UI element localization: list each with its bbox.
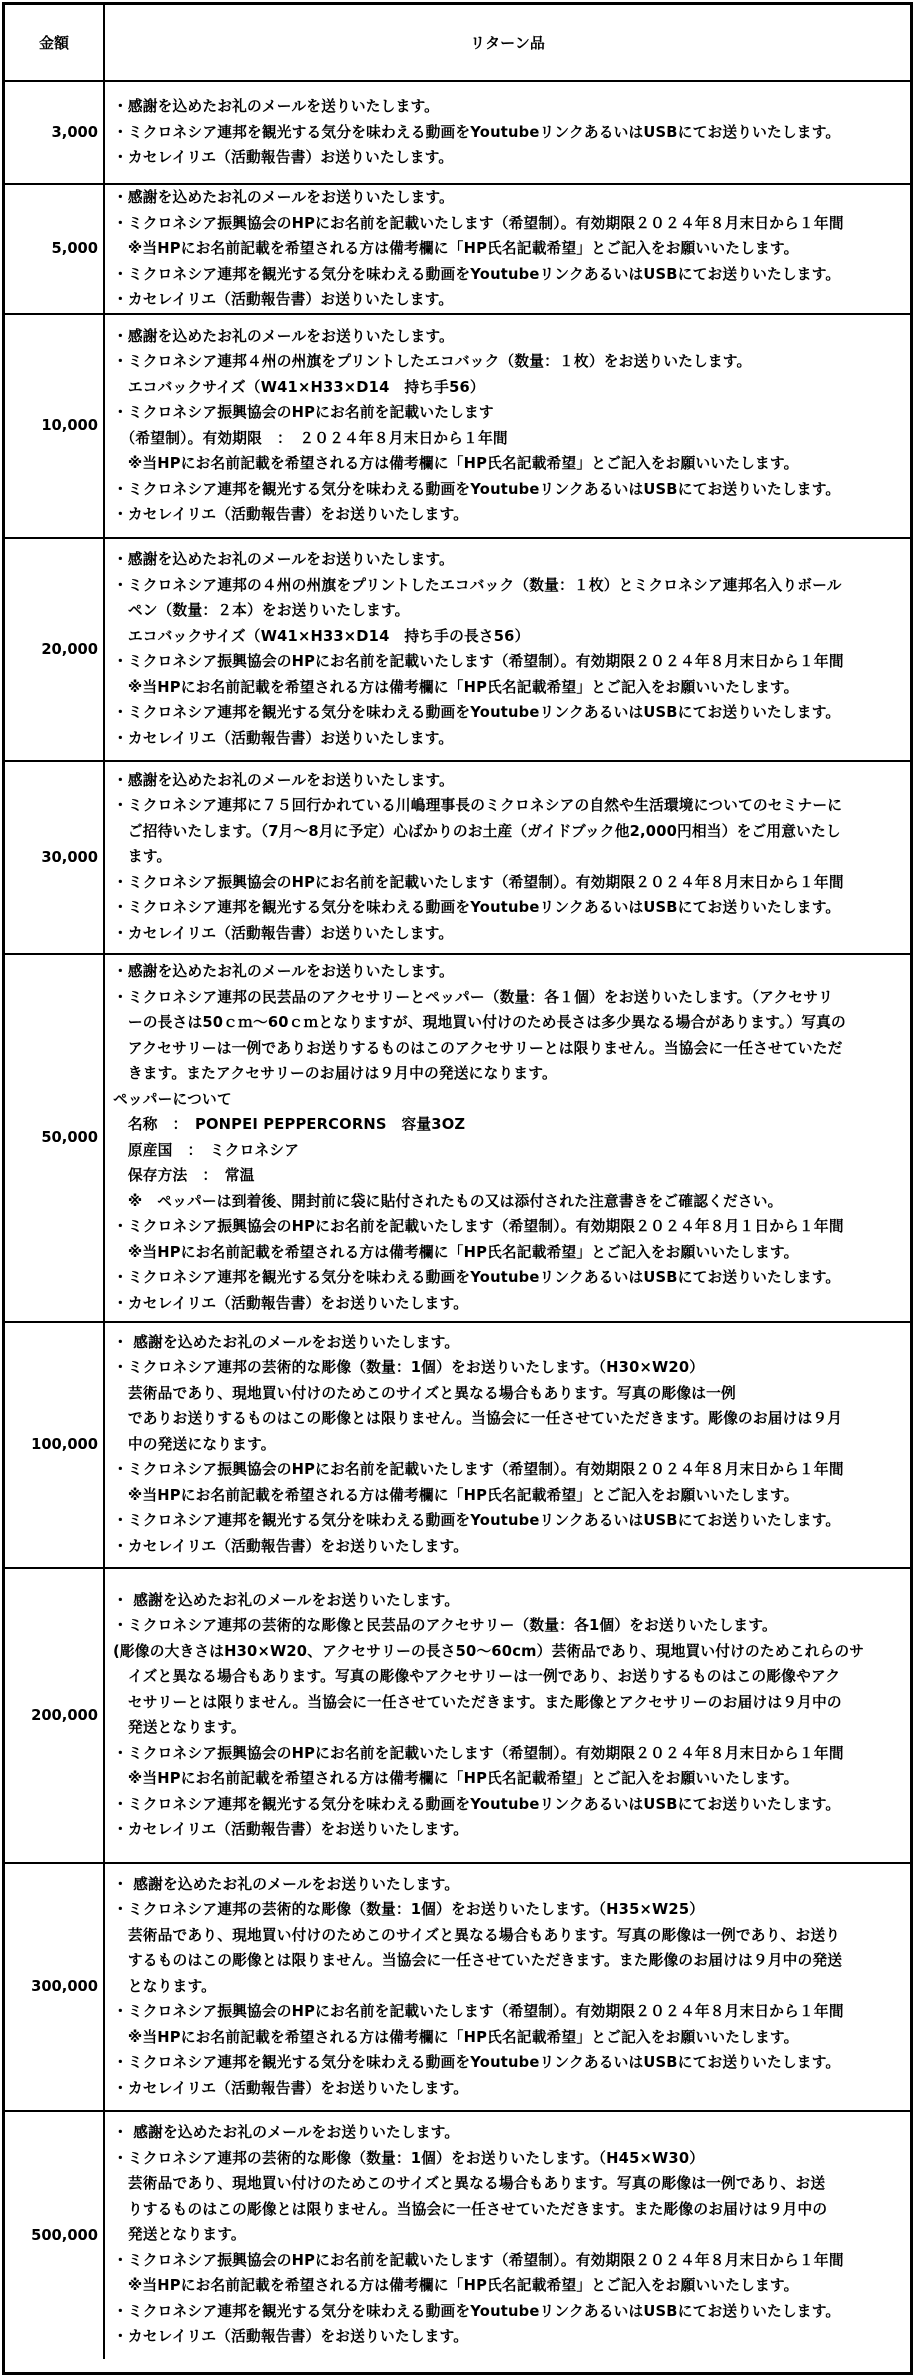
return-line: ・ミクロネシア振興協会のHPにお名前を記載いたします（希望制）。有効期限２０２４年８月末日から１年間 — [113, 1744, 844, 1762]
return-line: (彫像の大きさはH30×W20、アクセサリーの長さ50～60cm）芸術品であり、現地買い付けのためこれらのサ — [113, 1642, 865, 1660]
return-line: ・ミクロネシア連邦を観光する気分を味わえる動画をYoutubeリンクあるいはUSBにてお送りいたします。 — [113, 1795, 841, 1813]
returns-cell — [105, 955, 910, 1321]
return-line: ・カセレイリエ（活動報告書）お送りいたします。 — [113, 924, 454, 942]
amount-header: 金額 — [5, 5, 105, 80]
table-header — [5, 5, 910, 82]
return-line: ・ 感謝を込めたお礼のメールをお送りいたします。 — [113, 1333, 460, 1351]
return-line: ・ミクロネシア連邦を観光する気分を味わえる動画をYoutubeリンクあるいはUSBにてお送りいたします。 — [113, 2054, 841, 2072]
table-row — [5, 2110, 910, 2359]
return-line: ・ミクロネシア連邦の芸術的な彫像（数量：1個）をお送りいたします。（H30×W20） — [113, 1359, 705, 1377]
returns-cell — [105, 185, 910, 313]
return-line: ・ミクロネシア連邦の芸術的な彫像（数量：1個）をお送りいたします。（H35×W25） — [113, 1901, 705, 1919]
return-line: ・カセレイリエ（活動報告書）をお送りいたします。 — [113, 1537, 469, 1555]
returns-table — [2, 2, 913, 2375]
returns-cell — [105, 2112, 910, 2359]
amount-cell: 5,000 — [5, 185, 105, 313]
return-line: エコバックサイズ（W41×H33×D14 持ち手の長さ56） — [113, 627, 530, 645]
return-line: するものはこの彫像とは限りません。当協会に一任させていただきます。また彫像のお届けは９月中の発送 — [113, 1952, 843, 1970]
return-line: りするものはこの彫像とは限りません。当協会に一任させていただきます。また彫像のお届けは９月中の — [113, 2200, 828, 2218]
return-line: ・ミクロネシア連邦４州の州旗をプリントしたエコバック（数量：１枚）をお送りいたします。 — [113, 353, 752, 370]
table-row — [5, 1321, 910, 1567]
return-line: ・ミクロネシア振興協会のHPにお名前を記載いたします（希望制）。有効期限２０２４年８月末日から１年間 — [113, 214, 844, 232]
return-line: でありお送りするものはこの彫像とは限りません。当協会に一任させていただきます。彫像のお届けは９月 — [113, 1410, 843, 1428]
return-line: きます。またアクセサリーのお届けは９月中の発送になります。 — [113, 1065, 557, 1082]
return-line: ・ミクロネシア振興協会のHPにお名前を記載いたします（希望制）。有効期限２０２４年８月末日から１年間 — [113, 873, 844, 891]
return-line: ・ミクロネシア連邦を観光する気分を味わえる動画をYoutubeリンクあるいはUSBにてお送りいたします。 — [113, 704, 841, 721]
return-line: ・カセレイリエ（活動報告書）お送りいたします。 — [113, 729, 454, 747]
return-line: ・カセレイリエ（活動報告書）お送りいたします。 — [113, 149, 454, 167]
table-row — [5, 183, 910, 313]
return-line: ※ ペッパーは到着後、開封前に袋に貼付されたもの又は添付された注意書きをご確認ください。 — [113, 1192, 783, 1210]
return-line: ・ミクロネシア連邦の４州の州旗をプリントしたエコバック（数量：１枚）とミクロネシア連邦名入りボール — [113, 576, 842, 594]
return-line: ・感謝を込めたお礼のメールをお送りいたします。 — [113, 327, 454, 345]
return-line: ※当HPにお名前記載を希望される方は備考欄に「HP氏名記載希望」とご記入をお願いいたします。 — [113, 1486, 799, 1504]
return-line: ・ミクロネシア振興協会のHPにお名前を記載いたします（希望制）。有効期限２０２４年８月末日から１年間 — [113, 653, 844, 670]
return-line: 芸術品であり、現地買い付けのためこのサイズと異なる場合もあります。写真の彫像は一例であり、お送り — [113, 1926, 841, 1944]
return-line: 名称 ： PONPEI PEPPERCORNS 容量3OZ — [113, 1116, 466, 1133]
return-line: セサリーとは限りません。当協会に一任させていただきます。また彫像とアクセサリーのお届けは９月中の — [113, 1693, 842, 1711]
table-row — [5, 537, 910, 760]
return-line: 中の発送になります。 — [113, 1435, 276, 1453]
return-line: ・ミクロネシア連邦を観光する気分を味わえる動画をYoutubeリンクあるいはUSBにてお送りいたします。 — [113, 899, 841, 917]
return-line: ・カセレイリエ（活動報告書）お送りいたします。 — [113, 291, 454, 308]
amount-cell: 200,000 — [5, 1569, 105, 1862]
return-line: となります。 — [113, 1977, 217, 1995]
return-line: ・ 感謝を込めたお礼のメールをお送りいたします。 — [113, 2124, 460, 2142]
return-line: ・感謝を込めたお礼のメールをお送りいたします。 — [113, 771, 454, 789]
return-line: ・ミクロネシア振興協会のHPにお名前を記載いたします（希望制）。有効期限２０２４年８月末日から１年間 — [113, 2251, 844, 2269]
return-line: 発送となります。 — [113, 1719, 246, 1736]
return-line: ご招待いたします。（7月～8月に予定）心ばかりのお土産（ガイドブック他2,000円相当）をご用意いたし — [113, 822, 841, 840]
returns-cell — [105, 1864, 910, 2110]
return-line: ・ 感謝を込めたお礼のメールをお送りいたします。 — [113, 1591, 460, 1609]
return-line: ・感謝を込めたお礼のメールをお送りいたします。 — [113, 189, 454, 206]
return-line: ※当HPにお名前記載を希望される方は備考欄に「HP氏名記載希望」とご記入をお願いいたします。 — [113, 1243, 799, 1261]
return-line: ・ミクロネシア連邦を観光する気分を味わえる動画をYoutubeリンクあるいはUSBにてお送りいたします。 — [113, 2302, 841, 2320]
amount-cell: 20,000 — [5, 539, 105, 760]
return-line: ・ミクロネシア連邦を観光する気分を味わえる動画をYoutubeリンクあるいはUSBにてお送りいたします。 — [113, 1269, 841, 1286]
return-line: ※当HPにお名前記載を希望される方は備考欄に「HP氏名記載希望」とご記入をお願いいたします。 — [113, 455, 799, 472]
return-line: ※当HPにお名前記載を希望される方は備考欄に「HP氏名記載希望」とご記入をお願いいたします。 — [113, 240, 799, 257]
table-row — [5, 1862, 910, 2110]
return-line: ・ミクロネシア連邦の民芸品のアクセサリーとペッパー（数量：各１個）をお送りいたします。（アクセサリ — [113, 988, 834, 1006]
returns-cell — [105, 539, 910, 760]
table-row — [5, 313, 910, 537]
return-line: ※当HPにお名前記載を希望される方は備考欄に「HP氏名記載希望」とご記入をお願いいたします。 — [113, 2277, 799, 2295]
return-line: ※当HPにお名前記載を希望される方は備考欄に「HP氏名記載希望」とご記入をお願いいたします。 — [113, 2028, 799, 2046]
return-line: アクセサリーは一例でありお送りするものはこのアクセサリーとは限りません。当協会に一任させていただ — [113, 1039, 843, 1057]
return-line: ・カセレイリエ（活動報告書）をお送りいたします。 — [113, 1294, 469, 1312]
return-line: ます。 — [113, 848, 172, 866]
return-line: ・感謝を込めたお礼のメールをお送りいたします。 — [113, 963, 454, 980]
return-line: ・カセレイリエ（活動報告書）をお送りいたします。 — [113, 1821, 469, 1838]
return-line: ・ミクロネシア連邦を観光する気分を味わえる動画をYoutubeリンクあるいはUSBにてお送りいたします。 — [113, 1512, 841, 1530]
table-row — [5, 82, 910, 183]
return-line: ※当HPにお名前記載を希望される方は備考欄に「HP氏名記載希望」とご記入をお願いいたします。 — [113, 678, 799, 696]
table-row — [5, 953, 910, 1321]
return-line: ・感謝を込めたお礼のメールをお送りいたします。 — [113, 551, 454, 568]
return-line: ※当HPにお名前記載を希望される方は備考欄に「HP氏名記載希望」とご記入をお願いいたします。 — [113, 1770, 799, 1787]
table-row — [5, 1567, 910, 1862]
amount-cell: 300,000 — [5, 1864, 105, 2110]
return-line: ・ミクロネシア連邦の芸術的な彫像と民芸品のアクセサリー（数量：各1個）をお送りいたします。 — [113, 1617, 777, 1634]
amount-cell: 500,000 — [5, 2112, 105, 2359]
return-line: ・ミクロネシア振興協会のHPにお名前を記載いたします（希望制）。有効期限２０２４年８月１日から１年間 — [113, 1218, 844, 1235]
return-line: ・ミクロネシア連邦を観光する気分を味わえる動画をYoutubeリンクあるいはUSBにてお送りいたします。 — [113, 123, 841, 141]
returns-cell — [105, 82, 910, 183]
return-line: ・カセレイリエ（活動報告書）をお送りいたします。 — [113, 2328, 469, 2346]
return-line: 原産国 ： ミクロネシア — [113, 1141, 300, 1159]
return-line: ・ミクロネシア連邦を観光する気分を味わえる動画をYoutubeリンクあるいはUSBにてお送りいたします。 — [113, 480, 841, 498]
return-line: イズと異なる場合もあります。写真の彫像やアクセサリーは一例であり、お送りするものはこの彫像やアク — [113, 1668, 841, 1685]
returns-header: リターン品 — [470, 34, 545, 52]
returns-cell — [105, 315, 910, 537]
return-line: 芸術品であり、現地買い付けのためこのサイズと異なる場合もあります。写真の彫像は一例 — [113, 1384, 736, 1402]
return-line: ・ミクロネシア連邦の芸術的な彫像（数量：1個）をお送りいたします。（H45×W30） — [113, 2149, 705, 2167]
amount-cell: 10,000 — [5, 315, 105, 537]
amount-cell: 30,000 — [5, 762, 105, 953]
amount-cell: 100,000 — [5, 1323, 105, 1567]
return-line: 芸術品であり、現地買い付けのためこのサイズと異なる場合もあります。写真の彫像は一例であり、お送 — [113, 2175, 826, 2193]
return-line: 保存方法 ： 常温 — [113, 1167, 255, 1184]
amount-cell: 50,000 — [5, 955, 105, 1321]
return-line: ペン（数量：２本）をお送りいたします。 — [113, 602, 410, 619]
return-line: ・ミクロネシア振興協会のHPにお名前を記載いたします — [113, 404, 494, 421]
return-line: ・ミクロネシア連邦を観光する気分を味わえる動画をYoutubeリンクあるいはUSBにてお送りいたします。 — [113, 265, 841, 283]
returns-cell — [105, 1323, 910, 1567]
return-line: ・ミクロネシア連邦に７５回行かれている川嶋理事長のミクロネシアの自然や生活環境についてのセミナーに — [113, 797, 843, 815]
return-line: ・カセレイリエ（活動報告書）をお送りいたします。 — [113, 506, 469, 523]
return-line: エコバックサイズ（W41×H33×D14 持ち手56） — [113, 378, 485, 396]
returns-cell — [105, 1569, 910, 1862]
amount-cell: 3,000 — [5, 82, 105, 183]
return-line: ・感謝を込めたお礼のメールを送りいたします。 — [113, 98, 440, 116]
return-line: ・ミクロネシア振興協会のHPにお名前を記載いたします（希望制）。有効期限２０２４年８月末日から１年間 — [113, 2003, 844, 2021]
table-body — [5, 82, 910, 2372]
return-line: 発送となります。 — [113, 2226, 246, 2244]
table-row — [5, 760, 910, 953]
return-line: ーの長さは50ｃｍ～60ｃｍとなりますが、現地買い付けのため長さは多少異なる場合があります。）写真の — [113, 1014, 846, 1031]
return-line: ・カセレイリエ（活動報告書）をお送りいたします。 — [113, 2079, 469, 2097]
returns-cell — [105, 762, 910, 953]
return-line: ペッパーについて — [113, 1090, 232, 1108]
return-line: ・ 感謝を込めたお礼のメールをお送りいたします。 — [113, 1875, 460, 1893]
return-line: （希望制）。有効期限 ： ２０２４年８月末日から１年間 — [113, 429, 508, 447]
return-line: ・ミクロネシア振興協会のHPにお名前を記載いたします（希望制）。有効期限２０２４年８月末日から１年間 — [113, 1461, 844, 1479]
